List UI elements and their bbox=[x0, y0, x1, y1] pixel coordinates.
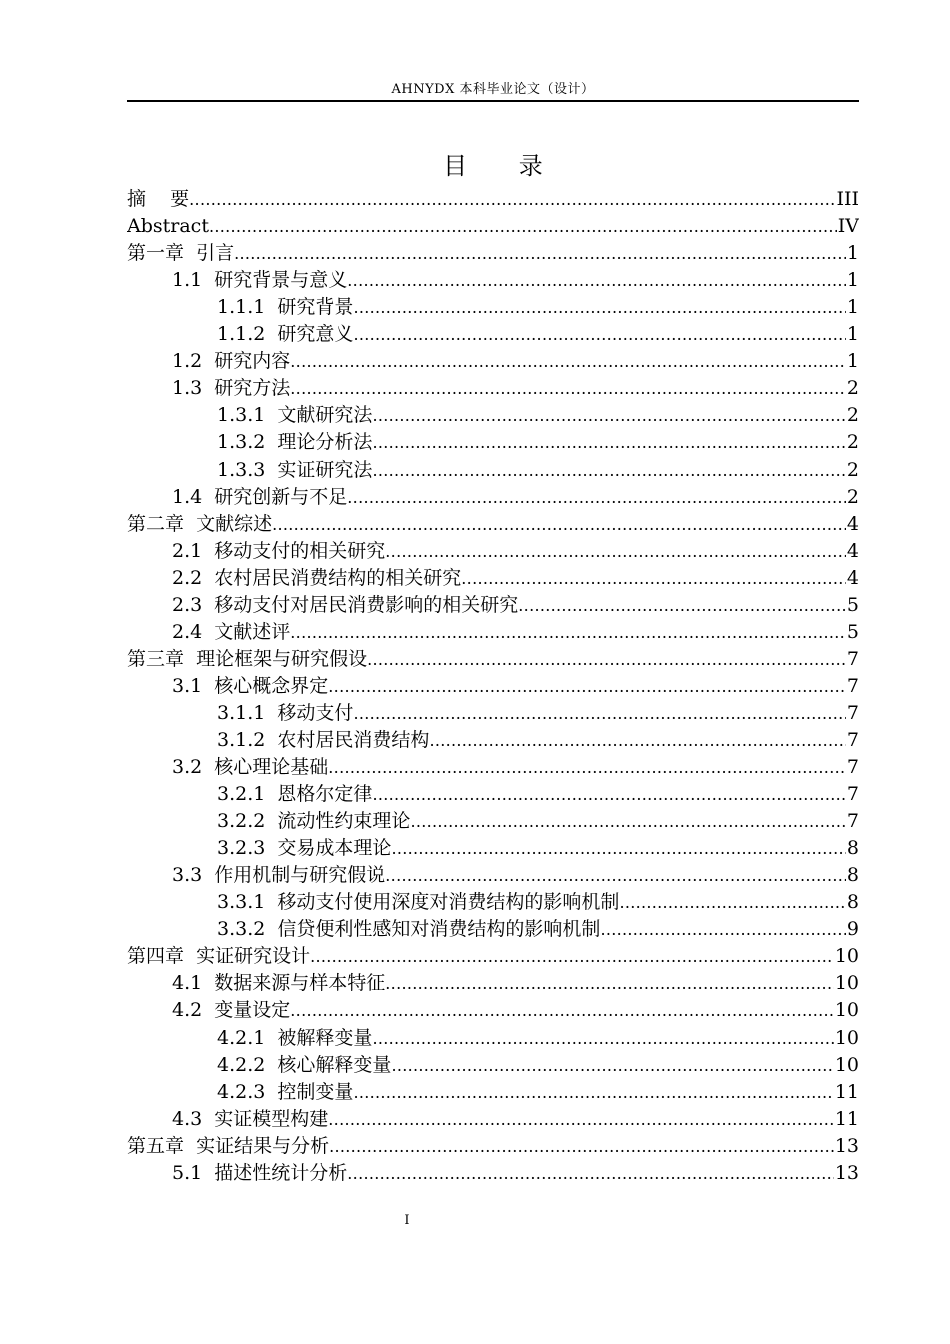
toc-entry[interactable] bbox=[127, 375, 859, 402]
toc-entry-label: 3.2.3 交易成本理论 bbox=[217, 837, 392, 860]
page-number: I bbox=[404, 1213, 410, 1228]
toc-entry-label: 3.3.2 信贷便利性感知对消费结构的影响机制 bbox=[217, 918, 601, 941]
toc-entry-page: 7 bbox=[846, 701, 859, 724]
toc-entry-page: 9 bbox=[846, 918, 859, 941]
dot-leader bbox=[372, 402, 845, 429]
toc-entry-page: III bbox=[836, 188, 859, 211]
toc-entry[interactable] bbox=[127, 1024, 859, 1051]
toc-entry-label: 第三章 理论框架与研究假设 bbox=[127, 647, 368, 670]
toc-entry[interactable] bbox=[127, 402, 859, 429]
header-rule bbox=[127, 100, 859, 102]
toc-entry-page: 7 bbox=[846, 756, 859, 779]
dot-leader bbox=[347, 1160, 834, 1187]
toc-entry[interactable] bbox=[127, 240, 859, 267]
toc-entry-label: 4.3 实证模型构建 bbox=[172, 1107, 329, 1130]
dot-leader bbox=[310, 943, 834, 970]
toc-entry[interactable] bbox=[127, 835, 859, 862]
toc-entry-page: 10 bbox=[834, 999, 859, 1022]
toc-entry[interactable] bbox=[127, 429, 859, 456]
dot-leader bbox=[385, 538, 846, 565]
toc-entry-page: 10 bbox=[834, 1053, 859, 1076]
toc-entry[interactable] bbox=[127, 1052, 859, 1079]
toc-entry[interactable] bbox=[127, 754, 859, 781]
toc-entry[interactable] bbox=[127, 538, 859, 565]
toc-entry-page: 2 bbox=[846, 458, 859, 481]
toc-entry[interactable] bbox=[127, 294, 859, 321]
dot-leader bbox=[385, 862, 846, 889]
toc-entry-label: 1.4 研究创新与不足 bbox=[172, 485, 348, 508]
toc-entry-label: 1.3 研究方法 bbox=[172, 377, 291, 400]
toc-entry-page: 5 bbox=[846, 593, 859, 616]
dot-leader bbox=[372, 429, 845, 456]
dot-leader bbox=[353, 700, 845, 727]
toc-entry-label: 3.1.2 农村居民消费结构 bbox=[217, 728, 430, 751]
toc-entry-page: 2 bbox=[846, 377, 859, 400]
dot-leader bbox=[329, 1133, 834, 1160]
toc-entry[interactable] bbox=[127, 456, 859, 483]
toc-entry-page: 8 bbox=[846, 891, 859, 914]
toc-entry-page: 11 bbox=[834, 1107, 859, 1130]
toc-entry-label: 1.1.2 研究意义 bbox=[217, 323, 354, 346]
toc-entry-label: 摘 要 bbox=[127, 188, 190, 211]
toc-entry-page: 8 bbox=[846, 864, 859, 887]
toc-entry[interactable] bbox=[127, 619, 859, 646]
dot-leader bbox=[209, 213, 837, 240]
toc-entry-label: 第五章 实证结果与分析 bbox=[127, 1134, 330, 1157]
toc-entry[interactable] bbox=[127, 592, 859, 619]
dot-leader bbox=[353, 1079, 833, 1106]
dot-leader bbox=[290, 375, 846, 402]
toc-entry[interactable] bbox=[127, 1079, 859, 1106]
toc-entry-page: 2 bbox=[846, 485, 859, 508]
toc-entry[interactable] bbox=[127, 511, 859, 538]
toc-entry-label: 3.2.2 流动性约束理论 bbox=[217, 810, 411, 833]
toc-entry[interactable] bbox=[127, 727, 859, 754]
toc-entry[interactable] bbox=[127, 970, 859, 997]
toc-entry[interactable] bbox=[127, 267, 859, 294]
toc-entry-label: 4.2 变量设定 bbox=[172, 999, 291, 1022]
dot-leader bbox=[619, 889, 845, 916]
toc-entry-label: 第一章 引言 bbox=[127, 242, 235, 265]
toc-entry-page: 10 bbox=[834, 945, 859, 968]
toc-entry-page: 7 bbox=[846, 674, 859, 697]
dot-leader bbox=[353, 294, 845, 321]
toc-entry-label: Abstract bbox=[127, 215, 209, 238]
dot-leader bbox=[372, 1025, 833, 1052]
dot-leader bbox=[328, 754, 846, 781]
toc-entry-page: 4 bbox=[846, 512, 859, 535]
toc-entry-label: 1.1.1 研究背景 bbox=[217, 296, 354, 319]
dot-leader bbox=[410, 808, 845, 835]
toc-entry-label: 1.3.2 理论分析法 bbox=[217, 431, 373, 454]
toc-entry[interactable] bbox=[127, 348, 859, 375]
dot-leader bbox=[234, 240, 846, 267]
toc-entry[interactable] bbox=[127, 213, 859, 240]
toc-entry-label: 2.4 文献述评 bbox=[172, 620, 291, 643]
dot-leader bbox=[367, 646, 846, 673]
toc-entry-label: 2.2 农村居民消费结构的相关研究 bbox=[172, 566, 462, 589]
toc-entry-label: 4.2.2 核心解释变量 bbox=[217, 1053, 392, 1076]
toc-entry[interactable] bbox=[127, 862, 859, 889]
toc-entry-page: 7 bbox=[846, 728, 859, 751]
toc-entry-page: 1 bbox=[846, 296, 859, 319]
dot-leader bbox=[391, 1052, 833, 1079]
toc-entry-page: 11 bbox=[834, 1080, 859, 1103]
dot-leader bbox=[272, 511, 846, 538]
dot-leader bbox=[347, 484, 846, 511]
dot-leader bbox=[372, 457, 845, 484]
toc-entry-label: 3.1.1 移动支付 bbox=[217, 701, 354, 724]
toc-entry-label: 第二章 文献综述 bbox=[127, 512, 273, 535]
dot-leader bbox=[353, 321, 845, 348]
toc-entry-label: 1.1 研究背景与意义 bbox=[172, 269, 348, 292]
toc-entry[interactable] bbox=[127, 916, 859, 943]
toc-entry[interactable] bbox=[127, 565, 859, 592]
toc-entry-page: IV bbox=[837, 215, 859, 238]
toc-entry-label: 第四章 实证研究设计 bbox=[127, 945, 311, 968]
dot-leader bbox=[328, 1106, 834, 1133]
toc-entry[interactable] bbox=[127, 700, 859, 727]
toc-entry[interactable] bbox=[127, 1133, 859, 1160]
dot-leader bbox=[461, 565, 846, 592]
dot-leader bbox=[290, 619, 846, 646]
toc-title: 目 录 bbox=[443, 152, 565, 180]
dot-leader bbox=[372, 781, 845, 808]
toc-entry-page: 4 bbox=[846, 566, 859, 589]
dot-leader bbox=[518, 592, 846, 619]
toc-entry-label: 2.3 移动支付对居民消费影响的相关研究 bbox=[172, 593, 519, 616]
toc-entry[interactable] bbox=[127, 889, 859, 916]
toc-entry-label: 3.1 核心概念界定 bbox=[172, 674, 329, 697]
toc-entry-label: 5.1 描述性统计分析 bbox=[172, 1161, 348, 1184]
toc-entry-page: 1 bbox=[846, 242, 859, 265]
toc-entry-page: 13 bbox=[834, 1161, 859, 1184]
toc-entry-label: 3.3.1 移动支付使用深度对消费结构的影响机制 bbox=[217, 891, 620, 914]
toc-entry-label: 1.2 研究内容 bbox=[172, 350, 291, 373]
dot-leader bbox=[385, 970, 834, 997]
toc-entry[interactable] bbox=[127, 484, 859, 511]
toc-entry-label: 2.1 移动支付的相关研究 bbox=[172, 539, 386, 562]
toc-entry[interactable] bbox=[127, 997, 859, 1024]
toc-entry-label: 1.3.3 实证研究法 bbox=[217, 458, 373, 481]
toc-entry[interactable] bbox=[127, 781, 859, 808]
toc-entry[interactable] bbox=[127, 321, 859, 348]
toc-entry-page: 2 bbox=[846, 404, 859, 427]
toc-entry-page: 10 bbox=[834, 972, 859, 995]
toc-entry-page: 5 bbox=[846, 620, 859, 643]
toc-entry-page: 1 bbox=[846, 350, 859, 373]
toc-entry-label: 4.2.1 被解释变量 bbox=[217, 1026, 373, 1049]
toc-entry-page: 8 bbox=[846, 837, 859, 860]
toc-entry-page: 2 bbox=[846, 431, 859, 454]
toc-entry-page: 1 bbox=[846, 269, 859, 292]
dot-leader bbox=[290, 997, 834, 1024]
toc-entry-page: 4 bbox=[846, 539, 859, 562]
dot-leader bbox=[189, 186, 835, 213]
toc-entry[interactable] bbox=[127, 1160, 859, 1187]
toc-entry[interactable] bbox=[127, 943, 859, 970]
dot-leader bbox=[328, 673, 846, 700]
toc-entry[interactable] bbox=[127, 808, 859, 835]
toc-entry[interactable] bbox=[127, 186, 859, 213]
running-header: AHNYDX 本科毕业论文（设计） bbox=[391, 82, 595, 97]
dot-leader bbox=[600, 916, 845, 943]
toc-entry-page: 1 bbox=[846, 323, 859, 346]
dot-leader bbox=[347, 267, 846, 294]
toc-entry-page: 7 bbox=[846, 647, 859, 670]
toc-entry[interactable] bbox=[127, 646, 859, 673]
dot-leader bbox=[391, 835, 845, 862]
toc-entry-label: 3.2.1 恩格尔定律 bbox=[217, 783, 373, 806]
toc-entry-page: 7 bbox=[846, 810, 859, 833]
toc-entry-page: 10 bbox=[834, 1026, 859, 1049]
dot-leader bbox=[290, 348, 846, 375]
toc-entry-page: 13 bbox=[834, 1134, 859, 1157]
dot-leader bbox=[429, 727, 845, 754]
toc-entry[interactable] bbox=[127, 673, 859, 700]
toc-entry-label: 4.1 数据来源与样本特征 bbox=[172, 972, 386, 995]
toc-entry-label: 3.3 作用机制与研究假说 bbox=[172, 864, 386, 887]
table-of-contents bbox=[127, 186, 859, 1187]
toc-entry-label: 3.2 核心理论基础 bbox=[172, 756, 329, 779]
toc-entry-page: 7 bbox=[846, 783, 859, 806]
toc-entry-label: 4.2.3 控制变量 bbox=[217, 1080, 354, 1103]
toc-entry[interactable] bbox=[127, 1106, 859, 1133]
toc-entry-label: 1.3.1 文献研究法 bbox=[217, 404, 373, 427]
